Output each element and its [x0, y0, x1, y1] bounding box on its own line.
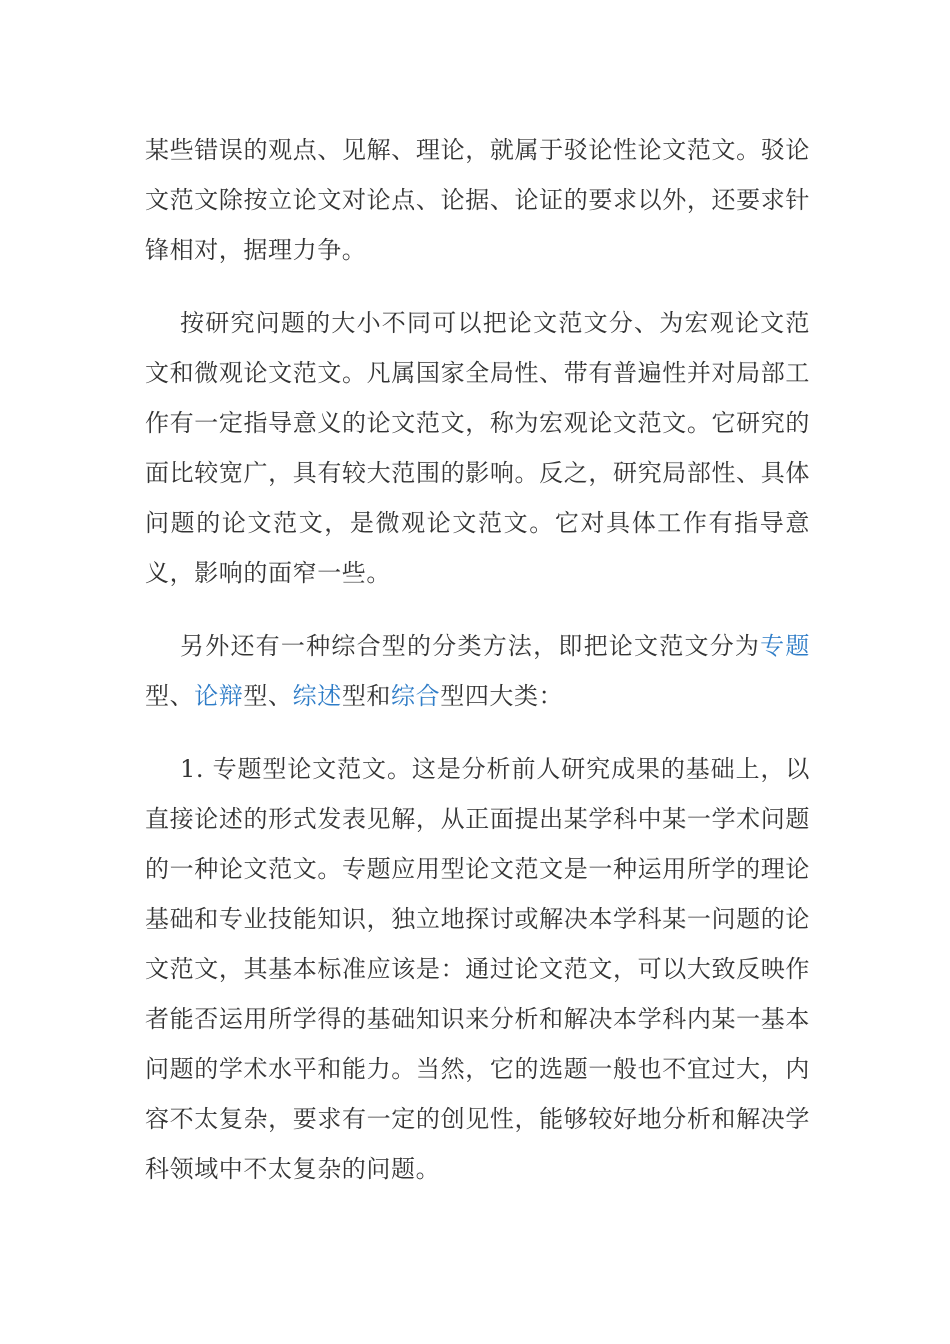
link-review[interactable]: 综述 [292, 682, 342, 710]
document-body [145, 125, 810, 1217]
classification-separator-1: 型、 [145, 682, 195, 710]
link-special-topic[interactable]: 专题 [760, 632, 810, 660]
link-debate[interactable]: 论辩 [194, 682, 244, 710]
paragraph-special-topic-type: 1. 专题型论文范文。这是分析前人研究成果的基础上，以直接论述的形式发表见解，从正面提出某学科中某一学术问题的一种论文范文。专题应用型论文范文是一种运用所学的理论基础和专业技能知识，独立地探讨或解决本学科某一问题的论文范文，其基本标准应该是：通过论文范文，可以大致反映作者能否运用所学得的基础知识来分析和解决本学科内某一基本问题的学术水平和能力。当然，它的选题一般也不宜过大，内容不太复杂，要求有一定的创见性，能够较好地分析和解决学科领域中不太复杂的问题。 [145, 755, 810, 1183]
classification-tail-text: 型四大类： [440, 682, 564, 710]
paragraph-classification [145, 621, 810, 721]
paragraph-macro-micro: 按研究问题的大小不同可以把论文范文分、为宏观论文范文和微观论文范文。凡属国家全局性、带有普遍性并对局部工作有一定指导意义的论文范文，称为宏观论文范文。它研究的面比较宽广，具有较大范围的影响。反之，研究局部性、具体问题的论文范文，是微观论文范文。它对具体工作有指导意义，影响的面窄一些。 [145, 309, 810, 587]
classification-separator-3: 型和 [341, 682, 392, 710]
classification-separator-2: 型、 [243, 682, 293, 710]
classification-lead-text: 另外还有一种综合型的分类方法，即把论文范文分为 [180, 632, 761, 660]
link-comprehensive[interactable]: 综合 [391, 682, 441, 710]
paragraph-refutation: 某些错误的观点、见解、理论，就属于驳论性论文范文。驳论文范文除按立论文对论点、论据、论证的要求以外，还要求针锋相对，据理力争。 [145, 136, 810, 264]
